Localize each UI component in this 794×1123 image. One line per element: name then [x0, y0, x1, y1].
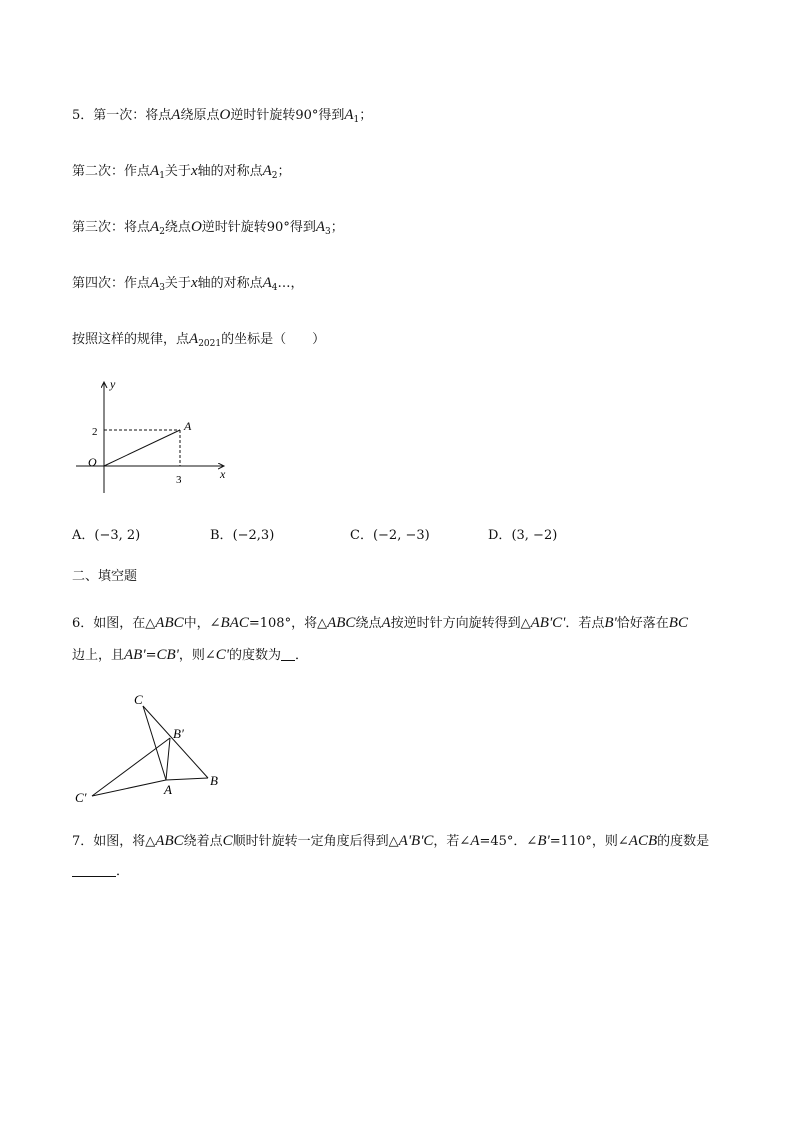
- section-heading: 二、填空题: [72, 569, 138, 584]
- origin-label: O: [88, 455, 97, 469]
- segment-CB: [143, 706, 208, 778]
- segment-ABp: [166, 738, 170, 780]
- x-axis-label: x: [220, 467, 226, 481]
- segment-AB: [166, 778, 208, 780]
- label-A: A: [164, 782, 172, 797]
- y-axis-label: y: [110, 378, 116, 391]
- q5-step3: 第三次：将点$A_2$绕点O逆时针旋转90°得到$A_3$；: [72, 219, 344, 237]
- question-number: 5．: [72, 108, 94, 123]
- q6-line1: 6．如图，在△ABC中，∠BAC=108°，将△ABC绕点A按逆时针方向旋转得到△AB'C'．若点B'恰好落在BC: [72, 615, 688, 631]
- answer-blank[interactable]: [281, 646, 295, 661]
- q5-step2: 第二次：作点$A_1$关于x轴的对称点$A_2$；: [72, 163, 291, 181]
- label-B: B: [210, 773, 218, 788]
- q7-line1: 7．如图，将△ABC绕着点C顺时针旋转一定角度后得到△A'B'C，若∠A=45°．∠B'=110°，则∠ACB的度数是: [72, 833, 710, 849]
- option-b[interactable]: B．(−2,3): [210, 528, 275, 543]
- point-A-label: A: [184, 419, 192, 433]
- q6-rotation-figure: [70, 688, 240, 812]
- option-c[interactable]: C．(−2, −3): [350, 528, 430, 543]
- q5-coordinate-figure: [74, 378, 244, 498]
- q6-line2: 边上，且AB'=CB'，则∠C'的度数为 ．: [72, 647, 309, 663]
- segment-OA: [104, 430, 180, 466]
- label-C: C: [134, 692, 143, 707]
- y-tick-label: 2: [92, 426, 98, 438]
- q5-step4: 第四次：作点$A_3$关于x轴的对称点$A_4\dots$，: [72, 275, 304, 293]
- x-tick-label: 3: [176, 474, 182, 486]
- label-C-prime: C′: [75, 790, 87, 805]
- option-a[interactable]: A．(−3, 2): [72, 528, 141, 543]
- label-B-prime: B′: [173, 726, 184, 741]
- q5-question: 按照这样的规律，点$A_{2021}$的坐标是（ ）: [72, 331, 326, 349]
- q7-line2: ．: [72, 862, 129, 881]
- answer-blank[interactable]: [72, 862, 116, 877]
- q5-step1: 5．第一次：将点A绕原点O逆时针旋转90°得到$A_1$；: [72, 107, 373, 125]
- option-d[interactable]: D．(3, −2): [488, 528, 558, 543]
